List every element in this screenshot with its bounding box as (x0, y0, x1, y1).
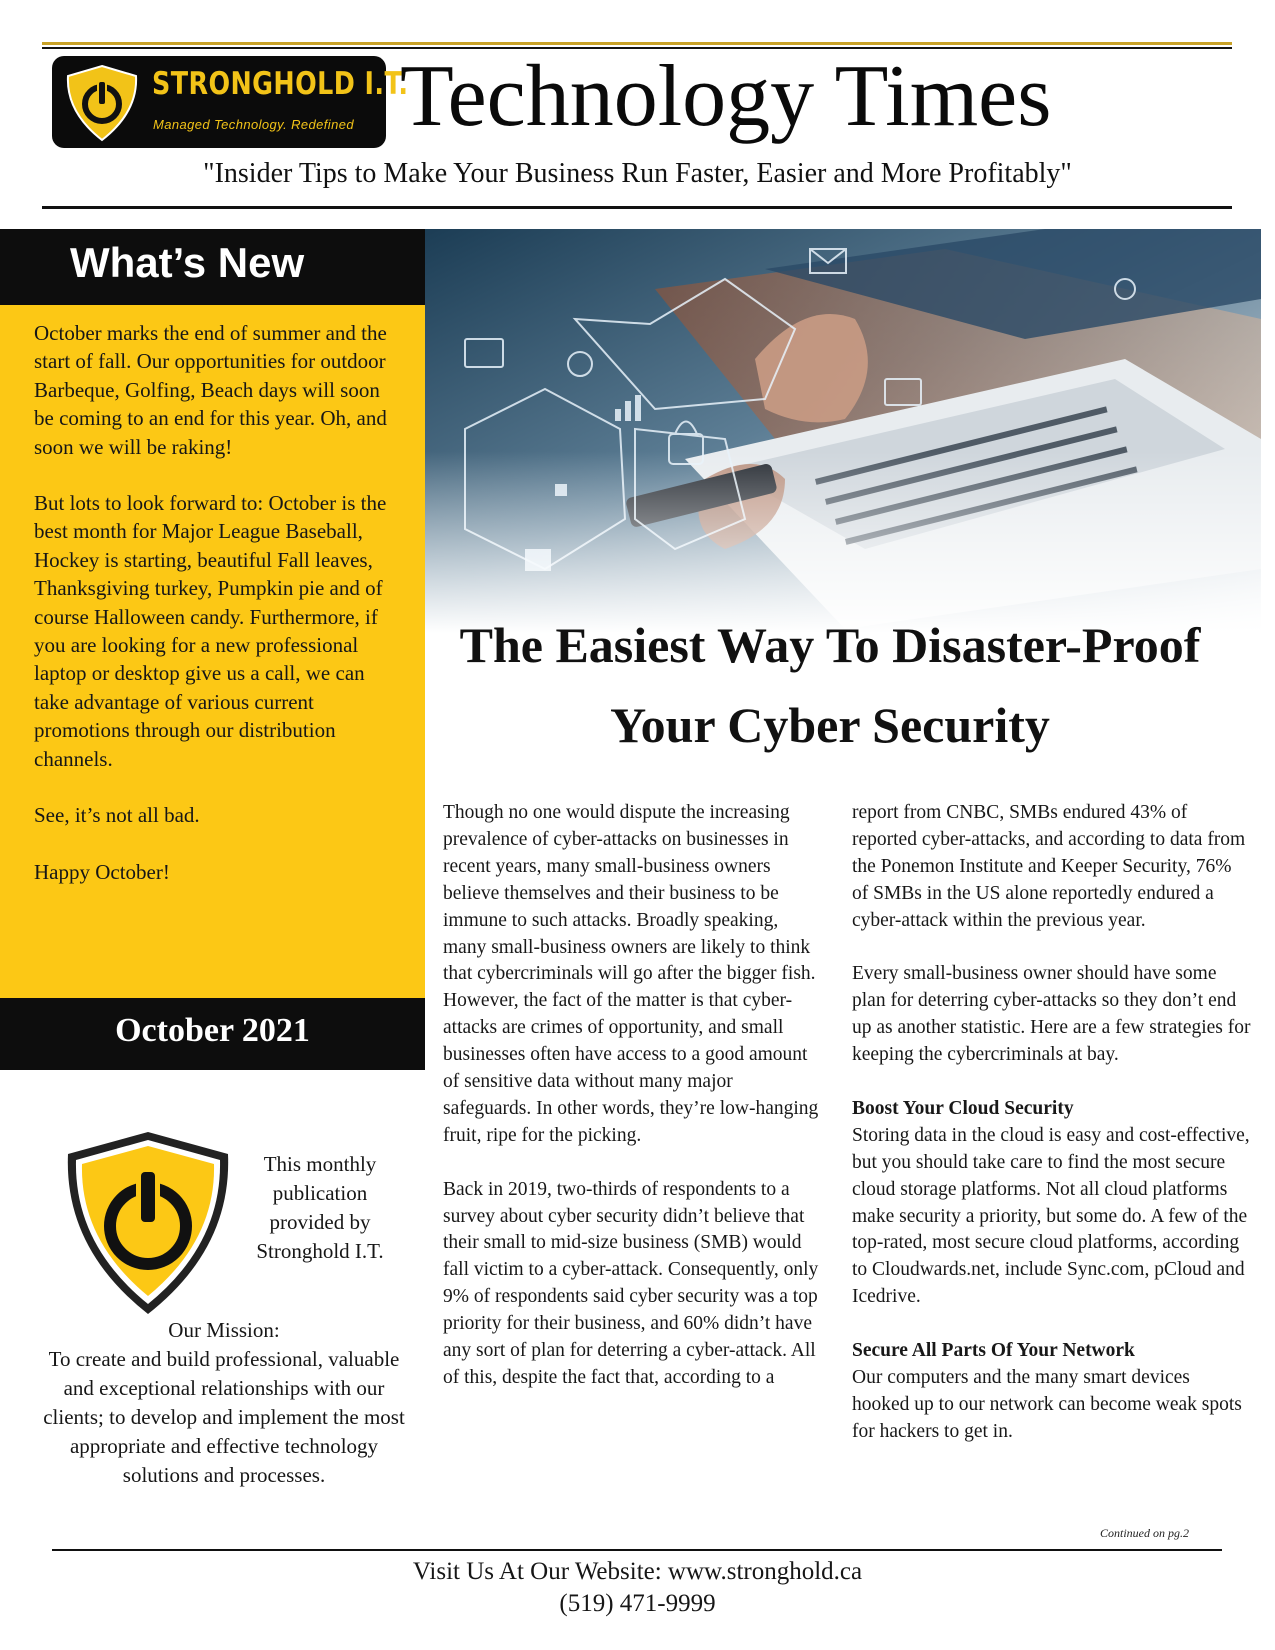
logo-name: STRONGHOLD I.T. (152, 66, 409, 102)
newsletter-tagline: "Insider Tips to Make Your Business Run Faster, Easier and More Profitably" (203, 158, 1072, 189)
whats-new-header (0, 229, 425, 305)
section-text: Storing data in the cloud is easy and cost-effective, but you should take care to find the most secure cloud storage platforms. Not all cloud platforms make security a priority, but some do. A few of the top-rated, most secure cloud platforms, according to Cloudwards.net, include Sync.com, pCloud and Icedrive. (852, 1124, 1250, 1308)
article-paragraph: Though no one would dispute the increasing prevalence of cyber-attacks on businesses in recent years, many small-business owners believe themselves and their business to be immune to such attacks. Broadly speaking, many small-business owners are likely to think that cybercriminals will go after the bigger fish. However, the fact of the matter is that cyber-attacks are crimes of opportunity, and small businesses often have access to a good amount of sensitive data without many major safeguards. In other words, they’re low-hanging fruit, ripe for the picking. (443, 802, 819, 1146)
logo-tagline: Managed Technology. Redefined (153, 117, 354, 132)
section-heading: Secure All Parts Of Your Network (852, 1340, 1135, 1362)
power-shield-icon (52, 56, 152, 148)
whats-new-paragraph: But lots to look forward to: October is the best month for Major League Baseball, Hockey is starting, beautiful Fall leaves, Thanksgiving turkey, Pumpkin pie and of course Halloween candy. Furthermore, if you are looking for a new professional laptop or desktop give us a call, we can take advantage of various current promotions through our distribution channels. (34, 491, 387, 771)
section-heading: Boost Your Cloud Security (852, 1097, 1074, 1119)
whats-new-paragraph: October marks the end of summer and the start of fall. Our opportunities for outdoor Barbeque, Golfing, Beach days will soon be coming to an end for this year. Oh, and soon we will be raking! (34, 321, 387, 459)
article-paragraph: report from CNBC, SMBs endured 43% of reported cyber-attacks, and according to data from the Ponemon Institute and Keeper Security, 76% of SMBs in the US alone reportedly endured a cyber-attack within the previous year. (852, 802, 1246, 931)
article-column-1 (443, 800, 823, 1419)
power-shield-icon (62, 1128, 234, 1318)
issue-month: October 2021 (115, 1012, 310, 1049)
newsletter-title: Technology Times (400, 48, 1052, 145)
mission-statement (34, 1316, 414, 1490)
article-headline: The Easiest Way To Disaster-Proof Your Cyber Security (459, 617, 1201, 753)
article-section-cloud (852, 1096, 1252, 1311)
mission-text: To create and build professional, valuable and exceptional relationships with our clients; to develop and implement the most appropriate and effective technology solutions and processes. (43, 1347, 405, 1487)
section-text: Our computers and the many smart devices hooked up to our network can become weak spots for hackers to get in. (852, 1366, 1242, 1442)
footer-phone[interactable]: (519) 471-9999 (559, 1590, 716, 1617)
stronghold-logo (52, 56, 409, 148)
whats-new-paragraph: Happy October! (34, 859, 170, 884)
continued-note: Continued on pg.2 (1100, 1526, 1189, 1540)
footer-website[interactable]: Visit Us At Our Website: www.stronghold.ca (412, 1558, 863, 1585)
article-column-2 (852, 800, 1252, 1473)
cyber-security-laptop-image (425, 229, 1261, 633)
article-paragraph: Back in 2019, two-thirds of respondents to a survey about cyber security didn’t believe that their small to mid-size business (SMB) would fall victim to a cyber-attack. Consequently, only 9% of respondents said cyber security was a top priority for their business, and 60% didn’t have any sort of plan for deterring a cyber-attack. All of this, despite the fact that, according to a (443, 1178, 819, 1389)
issue-month-bar (0, 998, 425, 1070)
whats-new-text (34, 319, 402, 914)
mission-title: Our Mission: (168, 1318, 280, 1342)
publication-note: This monthly publication provided by Stronghold I.T. (256, 1152, 384, 1263)
whats-new-heading: What’s New (70, 239, 305, 286)
whats-new-panel (0, 305, 425, 998)
whats-new-paragraph: See, it’s not all bad. (34, 803, 200, 828)
masthead-bottom-rule (42, 206, 1232, 209)
article-paragraph: Every small-business owner should have some plan for deterring cyber-attacks so they don’t end up as another statistic. Here are a few strategies for keeping the cybercriminals at bay. (852, 963, 1251, 1066)
footer-rule (52, 1549, 1222, 1551)
article-section-network (852, 1338, 1252, 1446)
